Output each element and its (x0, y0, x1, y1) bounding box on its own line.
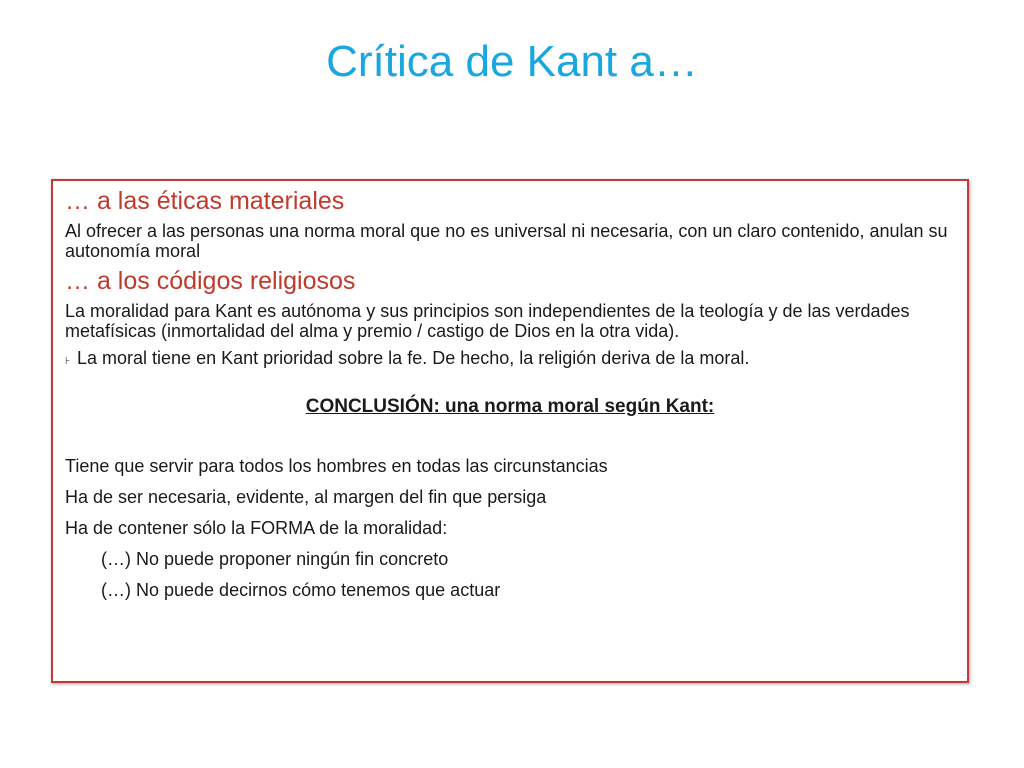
list-item: Ha de ser necesaria, evidente, al margen del fin que persiga (65, 487, 547, 507)
sub-list-item: (…) No puede decirnos cómo tenemos que actuar (101, 580, 501, 600)
slide-title: Crítica de Kant a… (326, 37, 698, 86)
content-box (51, 179, 969, 683)
bullet-item (65, 347, 955, 373)
bullet-icon: ⊦ (65, 356, 71, 367)
conclusion-heading: CONCLUSIÓN: una norma moral según Kant: (305, 396, 715, 417)
sub-list-item: (…) No puede proponer ningún fin concreto (101, 549, 449, 569)
section-heading-religious-codes: … a los códigos religiosos (65, 267, 356, 295)
section-heading-material-ethics: … a las éticas materiales (65, 187, 345, 215)
bullet-text: La moral tiene en Kant prioridad sobre la fe. De hecho, la religión deriva de la moral. (77, 348, 750, 368)
section-text-religious-codes: La moralidad para Kant es autónoma y sus principios son independientes de la teología y de las verdades metafísicas (inmortalidad del alma y premio / castigo de Dios en la otra vida). (65, 301, 910, 341)
section-text-material-ethics: Al ofrecer a las personas una norma moral que no es universal ni necesaria, con un claro contenido, anulan su autonomía moral (65, 221, 948, 261)
list-item: Tiene que servir para todos los hombres en todas las circunstancias (65, 456, 608, 476)
list-item: Ha de contener sólo la FORMA de la moralidad: (65, 518, 448, 538)
